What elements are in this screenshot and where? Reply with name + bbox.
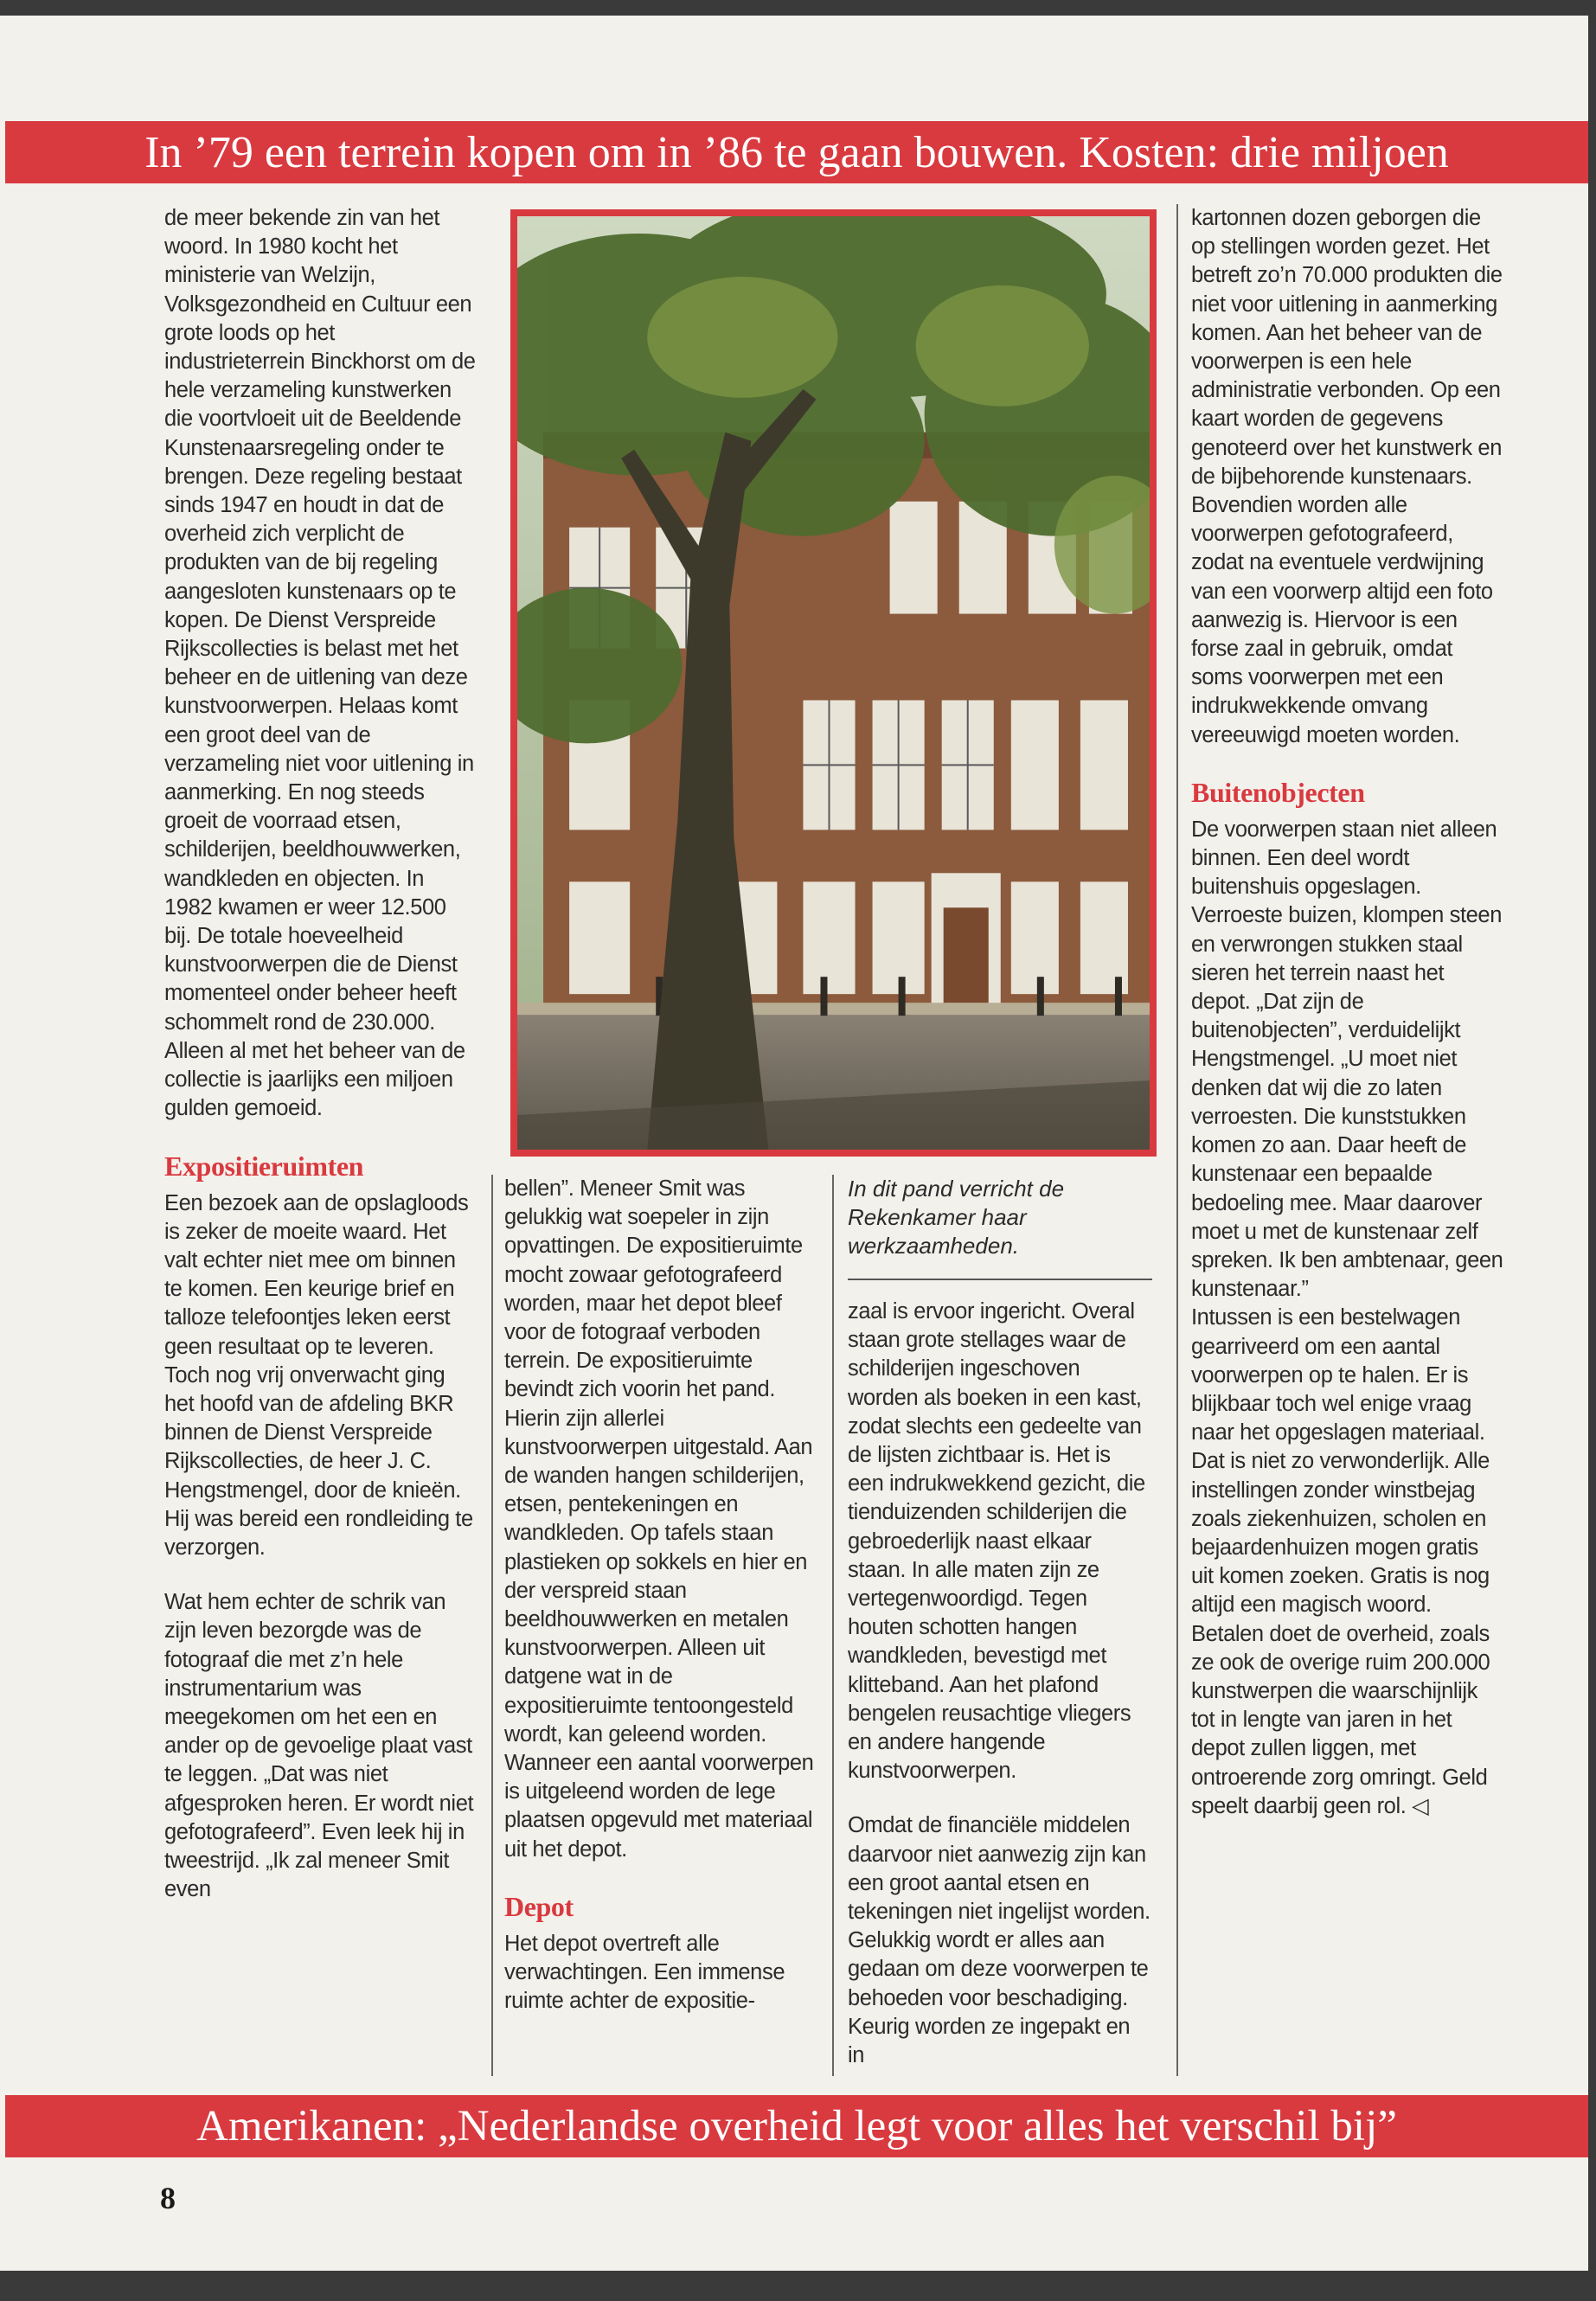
paragraph: de meer bekende zin van het woord. In 1980 kocht het ministerie van Welzijn, Volksgezondheid en Cultuur een grote loods op het industrieterrein Binckhorst om de hele verzameling kunstwerken die voortvloeit uit de Beeldende Kunstenaarsregeling onder te brengen. Deze regeling bestaat sinds 1947 en houdt in dat de overheid zich verplicht de produkten van de bij regeling aangesloten kunstenaars op te kopen. De Dienst Verspreide Rijkscollecties is belast met het beheer en de uitlening van deze kunstvoorwerpen. Helaas komt een groot deel van de verzameling niet voor uitlening in aanmerking. En nog steeds groeit de voorraad etsen, schilderijen, beeldhouwwerken, wandkleden en objecten. In 1982 kwamen er weer 12.500 bij. De totale hoeveelheid kunstvoorwerpen die de Dienst momenteel onder beheer heeft schommelt rond de 230.000. Alleen al met het beheer van de collectie is jaarlijks een miljoen gulden gemoeid. xyxy=(164,206,476,1121)
paragraph: Intussen is een bestelwagen gearriveerd om een aantal voorwerpen op te halen. Er is blijkbaar toch wel enige vraag naar het opgeslagen materiaal. Dat is niet zo verwonderlijk. Alle instellingen zonder winstbejag zoals ziekenhuizen, scholen en bejaardenhuizen mogen gratis uit komen zoeken. Gratis is nog altijd een magisch woord. Betalen doet de overheid, zoals ze ook de overige ruim 200.000 kunstwerpen die waarschijnlijk tot in lengte van jaren in het depot zullen liggen, met ontroerende zorg omringt. Geld speelt daarbij geen rol. ◁ xyxy=(1191,1305,1490,1818)
footer-banner xyxy=(5,2095,1588,2157)
article-column-4 xyxy=(1191,204,1504,1821)
column-rule xyxy=(832,1175,834,2076)
photo-caption: In dit pand verricht de Rekenkamer haar werkzaamheden. xyxy=(848,1176,1065,1259)
headline-banner xyxy=(5,121,1588,183)
article-column-1 xyxy=(164,204,476,1904)
paragraph: bellen”. Meneer Smit was gelukkig wat soepeler in zijn opvattingen. De expositieruimte mocht zowaar gefotografeerd worden, maar het depot bleef voor de fotograaf verboden terrein. De expositieruimte bevindt zich voorin het pand. Hierin zijn allerlei kunstvoorwerpen uitgestald. Aan de wanden hangen schilderijen, etsen, pentekeningen en wandkleden. Op tafels staan plastieken op sokkels en hier en der verspreid staan beeldhouwwerken en metalen kunstvoorwerpen. Alleen uit datgene wat in de expositieruimte tentoongesteld wordt, kan geleend worden. Wanneer een aantal voorwerpen is uitgeleend worden de lege plaatsen opgevuld met materiaal uit het depot. xyxy=(504,1176,814,1862)
caption-divider xyxy=(848,1279,1152,1280)
footer-headline-text: Amerikanen: „Nederlandse overheid legt voor alles het verschil bij” xyxy=(196,2102,1397,2150)
section-heading-expositieruimten: Expositieruimten xyxy=(164,1150,364,1182)
paragraph: Het depot overtreft alle verwachtingen. Een immense ruimte achter de expositie- xyxy=(504,1931,785,2014)
column-rule xyxy=(491,1175,493,2076)
page-number: 8 xyxy=(160,2181,176,2215)
paragraph: Omdat de financiële middelen daarvoor niet aanwezig zijn kan een groot aantal etsen en tekeningen niet ingelijst worden. Gelukkig wordt er alles aan gedaan om deze voorwerpen te behoeden voor beschadiging. Keurig worden ze ingepakt en in xyxy=(848,1813,1151,2068)
scan-edge-right xyxy=(1588,0,1596,2301)
scan-edge-top xyxy=(0,0,1596,16)
section-heading-buitenobjecten: Buitenobjecten xyxy=(1191,776,1365,808)
headline-text: In ’79 een terrein kopen om in ’86 te gaan bouwen. Kosten: drie miljoen xyxy=(144,127,1449,177)
paragraph: zaal is ervoor ingericht. Overal staan grote stellages waar de schilderijen ingeschoven worden als boeken in een kast, zodat slechts een gedeelte van de lijsten zichtbaar is. Het is een indrukwekkend gezicht, die tienduizenden schilderijen die gebroederlijk naast elkaar staan. In alle maten zijn ze vertegenwoordigd. Tegen houten schotten hangen wandkleden, bevestigd met klitteband. Aan het plafond bengelen reusachtige vliegers en andere hangende kunstvoorwerpen. xyxy=(848,1299,1145,1784)
paragraph: Wat hem echter de schrik van zijn leven bezorgde was de fotograaf die met z’n hele instrumentarium was meegekomen om het een en ander op de gevoelige plaat vast te leggen. „Dat was niet afgesproken heren. Er wordt niet gefotografeerd”. Even leek hij in tweestrijd. „Ik zal meneer Smit even xyxy=(164,1590,474,1902)
photo-illustration xyxy=(517,216,1150,1150)
paragraph: De voorwerpen staan niet alleen binnen. Een deel wordt buitenshuis opgeslagen. Verroeste buizen, klompen steen en verwrongen stukken staal sieren het terrein naast het depot. „Dat zijn de buitenobjecten”, verduidelijkt Hengstmengel. „U moet niet denken dat wij die zo laten verroesten. Die kunststukken komen zo aan. Daar heeft de kunstenaar een bepaalde bedoeling mee. Maar daarover moet u met de kunstenaar zelf spreken. Ik ben ambtenaar, geen kunstenaar.” xyxy=(1191,817,1503,1302)
article-column-2 xyxy=(504,1175,820,2016)
column-rule xyxy=(1176,204,1178,2076)
building-photo xyxy=(510,209,1157,1157)
section-heading-depot: Depot xyxy=(504,1890,574,1922)
paragraph: Een bezoek aan de opslagloods is zeker de moeite waard. Het valt echter niet mee om binnen te komen. Een keurige brief en talloze telefoontjes leken eerst geen resultaat op te leveren. Toch nog vrij onverwacht ging het hoofd van de afdeling BKR binnen de Dienst Verspreide Rijkscollecties, de heer J. C. Hengstmengel, door de knieën. Hij was bereid een rondleiding te verzorgen. xyxy=(164,1190,473,1560)
scan-edge-bottom xyxy=(0,2271,1596,2301)
article-column-3 xyxy=(848,1298,1151,2070)
paragraph: kartonnen dozen geborgen die op stellingen worden gezet. Het betreft zo’n 70.000 produkten die niet voor uitlening in aanmerking komen. Aan het beheer van de voorwerpen is een hele administratie verbonden. Op een kaart worden de gegevens genoteerd over het kunstwerk en de bijbehorende kunstenaars. Bovendien worden alle voorwerpen gefotografeerd, zodat na eventuele verdwijning van een voorwerp altijd een foto aanwezig is. Hiervoor is een forse zaal in gebruik, omdat soms voorwerpen met een indrukwekkende omvang vereeuwigd moeten worden. xyxy=(1191,206,1503,747)
